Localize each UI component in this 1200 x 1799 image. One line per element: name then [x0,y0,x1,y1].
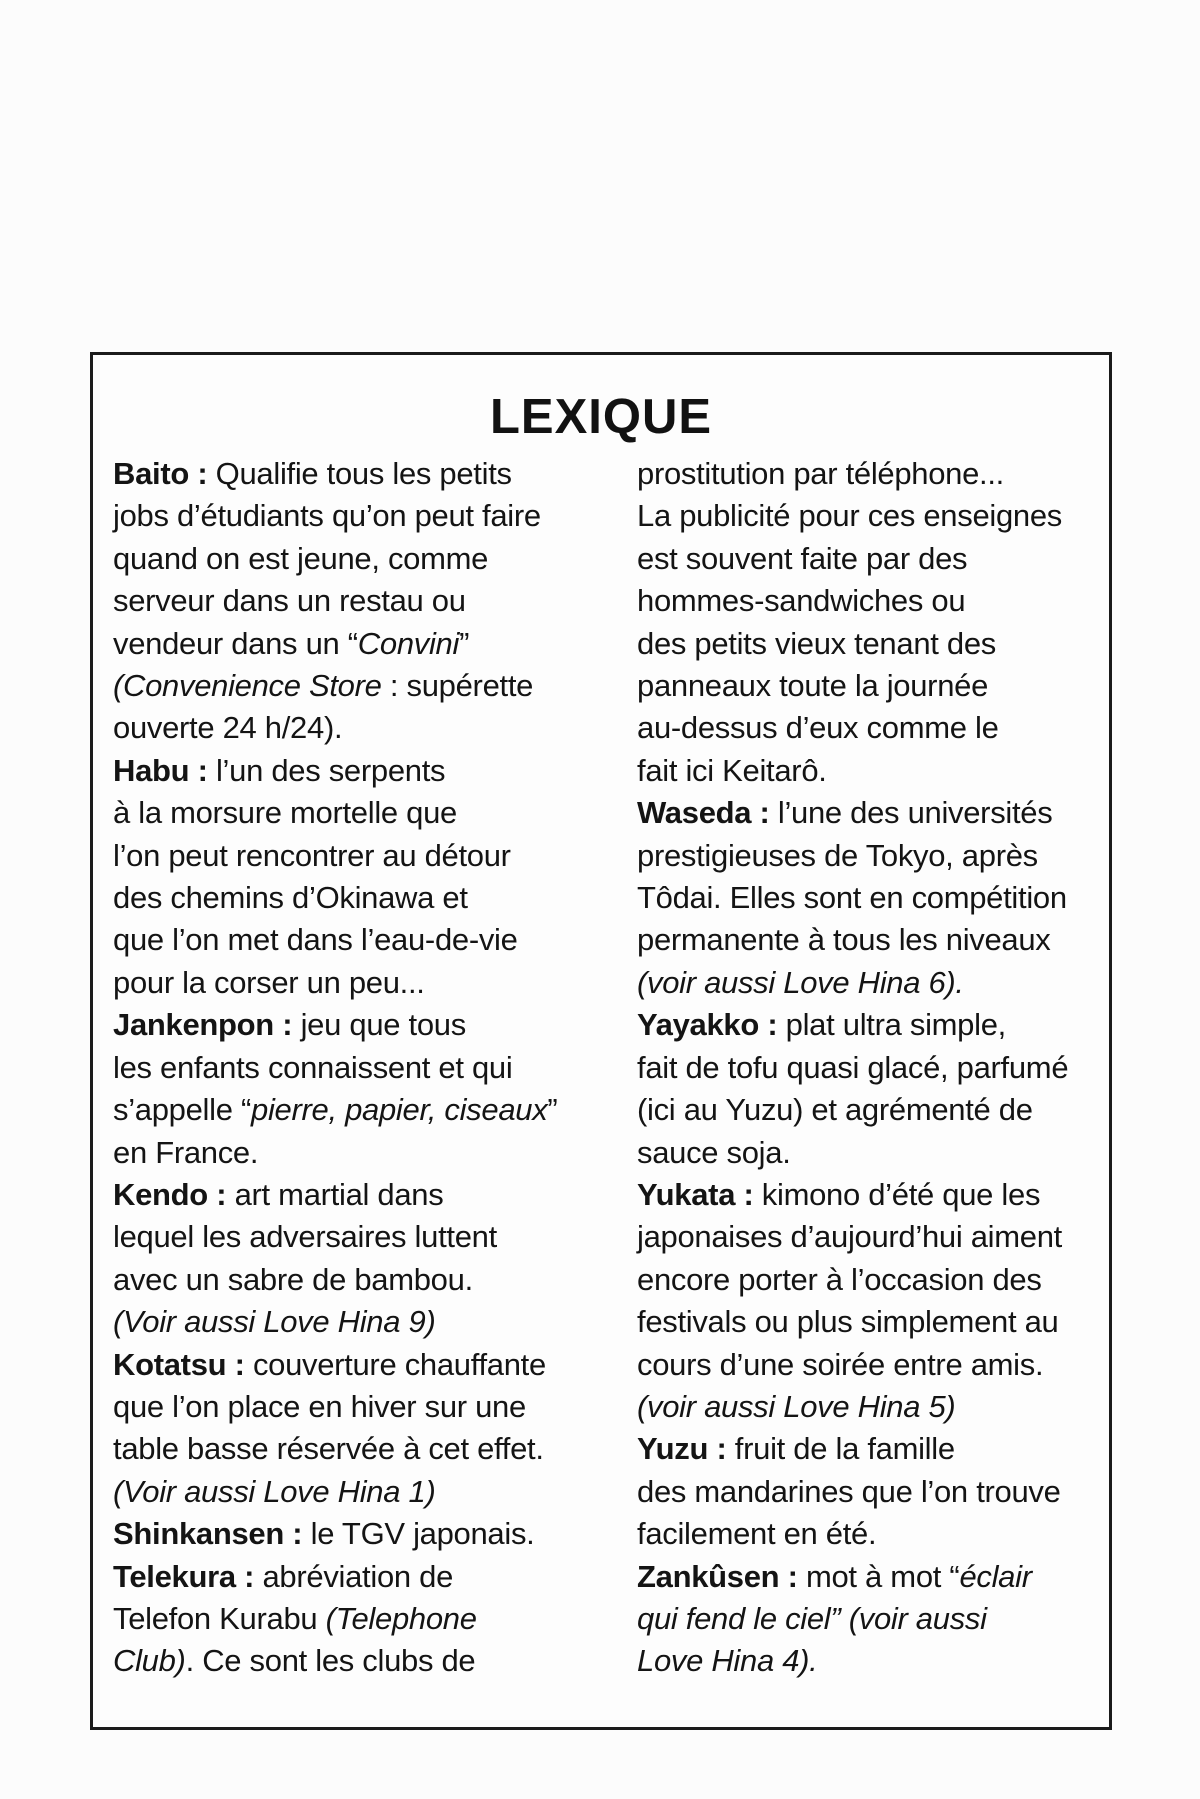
lexicon-text: est souvent faite par des [637,540,968,576]
lexicon-text: que l’on place en hiver sur une [113,1388,526,1424]
lexicon-text: l’une des universités [777,795,1053,831]
lexicon-line [113,962,583,1004]
lexicon-line [637,835,1095,877]
lexicon-text: panneaux toute la journée [637,668,989,704]
lexicon-term: Yukata : [637,1176,762,1212]
lexicon-line [637,1640,1095,1682]
lexicon-line [113,835,583,877]
lexicon-line [113,453,583,495]
lexicon-line [637,919,1095,961]
lexicon-text: prostitution par téléphone... [637,456,1004,491]
lexicon-text: l’un des serpents [215,752,446,788]
lexicon-line [113,1004,583,1046]
lexicon-term: Habu : [113,752,216,788]
lexicon-text: éclair [959,1558,1032,1594]
lexicon-text: lequel les adversaires luttent [113,1219,497,1255]
lexicon-line [637,1513,1095,1555]
lexicon-text: des petits vieux tenant des [637,625,996,661]
lexicon-text: des chemins d’Okinawa et [113,880,468,916]
lexicon-line [113,1598,583,1640]
lexicon-text: cours d’une soirée entre amis. [637,1346,1044,1382]
lexicon-text: (voir aussi Love Hina 5) [637,1388,956,1424]
lexicon-text: couverture chauffante [252,1346,546,1382]
lexicon-term: Kotatsu : [113,1346,253,1382]
lexicon-text: avec un sabre de bambou. [113,1261,473,1297]
lexicon-term: Yuzu : [637,1431,735,1467]
lexicon-text: en France. [113,1134,259,1170]
lexicon-line [637,750,1095,792]
lexicon-line [113,792,583,834]
lexicon-text: Love Hina 4). [637,1643,818,1679]
lexicon-text: Tôdai. Elles sont en compétition [637,880,1067,916]
lexicon-line [113,1428,583,1470]
lexicon-line [637,1174,1095,1216]
lexicon-text: plat ultra simple, [785,1007,1006,1043]
lexicon-text: art martial dans [234,1176,444,1212]
lexicon-text: hommes-sandwiches ou [637,583,966,619]
lexicon-line [637,1259,1095,1301]
lexicon-text: : supérette [381,668,534,704]
lexicon-line [113,623,583,665]
lexicon-text: les enfants connaissent et qui [113,1049,513,1085]
lexicon-line [113,919,583,961]
lexicon-text: fruit de la famille [734,1431,955,1467]
lexicon-term: Zankûsen : [637,1558,806,1594]
lexicon-line [637,1132,1095,1174]
lexicon-text: fait ici Keitarô. [637,752,827,788]
lexicon-text: permanente à tous les niveaux [637,922,1051,958]
lexicon-line [113,1216,583,1258]
lexicon-text: qui fend le ciel” (voir aussi [637,1600,987,1636]
lexicon-text: ouverte 24 h/24). [113,710,343,746]
lexicon-line [637,1047,1095,1089]
lexicon-text: Club) [113,1643,186,1679]
lexicon-line [637,1556,1095,1598]
lexicon-term: Telekura : [113,1558,263,1594]
lexicon-line [637,495,1095,537]
lexicon-line [113,750,583,792]
lexicon-line [113,1471,583,1513]
lexicon-text: (Convenience Store [113,668,382,704]
lexicon-text: vendeur dans un “ [113,625,358,661]
lexicon-line [113,1344,583,1386]
lexicon-line [637,665,1095,707]
lexicon-line [637,707,1095,749]
lexicon-column-left [113,453,583,1683]
lexicon-box [90,352,1112,1730]
lexicon-line [113,1259,583,1301]
lexicon-line [637,1386,1095,1428]
lexicon-line [113,580,583,622]
lexicon-line [637,1216,1095,1258]
lexicon-text: (Telephone [325,1600,477,1636]
lexicon-text: jobs d’étudiants qu’on peut faire [113,498,541,534]
lexicon-term: Shinkansen : [113,1516,311,1552]
lexicon-text: japonaises d’aujourd’hui aiment [637,1219,1062,1255]
lexicon-term: Baito : [113,456,216,491]
lexicon-line [637,1004,1095,1046]
lexicon-text: mot à mot “ [805,1558,960,1594]
lexicon-text: La publicité pour ces enseignes [637,498,1062,534]
lexicon-line [637,1598,1095,1640]
lexicon-line [637,453,1095,495]
lexicon-text: prestigieuses de Tokyo, après [637,837,1038,873]
lexicon-text: l’on peut rencontrer au détour [113,837,511,873]
lexicon-text: (Voir aussi Love Hina 1) [113,1473,436,1509]
lexicon-text: sauce soja. [637,1134,791,1170]
lexicon-line [113,1047,583,1089]
lexicon-line [637,1428,1095,1470]
lexicon-line [637,538,1095,580]
lexicon-text: ” [459,625,470,661]
lexicon-line [113,495,583,537]
lexicon-term: Waseda : [637,795,778,831]
page-title: LEXIQUE [489,390,713,444]
lexicon-text: festivals ou plus simplement au [637,1304,1059,1340]
lexicon-line [113,1132,583,1174]
lexicon-text: s’appelle “ [113,1092,252,1128]
lexicon-text: . Ce sont les clubs de [185,1643,476,1679]
lexicon-text: jeu que tous [300,1007,466,1043]
lexicon-line [113,538,583,580]
lexicon-line [637,1471,1095,1513]
lexicon-text: abréviation de [262,1558,454,1594]
lexicon-text: quand on est jeune, comme [113,540,489,576]
lexicon-line [113,1301,583,1343]
lexicon-line [637,792,1095,834]
lexicon-text: kimono d’été que les [761,1176,1041,1212]
lexicon-text: à la morsure mortelle que [113,795,457,831]
lexicon-line [637,1089,1095,1131]
lexicon-text: serveur dans un restau ou [113,583,466,619]
lexicon-text: pour la corser un peu... [113,964,425,1000]
lexicon-line [113,1556,583,1598]
lexicon-line [113,1089,583,1131]
lexicon-text: Convini [357,625,460,661]
lexicon-text: facilement en été. [637,1516,877,1552]
lexicon-text: fait de tofu quasi glacé, parfumé [637,1049,1069,1085]
lexicon-text: que l’on met dans l’eau-de-vie [113,922,518,958]
lexicon-line [637,1344,1095,1386]
lexicon-text: encore porter à l’occasion des [637,1261,1042,1297]
lexicon-text: le TGV japonais. [310,1516,535,1552]
lexicon-term: Jankenpon : [113,1007,301,1043]
lexicon-line [637,962,1095,1004]
lexicon-line [113,1174,583,1216]
lexicon-line [637,580,1095,622]
lexicon-line [113,1386,583,1428]
lexicon-text: des mandarines que l’on trouve [637,1473,1061,1509]
lexicon-line [113,1513,583,1555]
lexicon-term: Yayakko : [637,1007,786,1043]
lexicon-text: Telefon Kurabu [113,1600,326,1636]
lexicon-text: table basse réservée à cet effet. [113,1431,544,1467]
lexicon-term: Kendo : [113,1176,235,1212]
lexicon-text: (voir aussi Love Hina 6). [637,964,964,1000]
lexicon-line [637,1301,1095,1343]
lexicon-column-right [637,453,1095,1683]
lexicon-text: (Voir aussi Love Hina 9) [113,1304,436,1340]
lexicon-line [113,1640,583,1682]
lexicon-text: Qualifie tous les petits [215,456,512,491]
lexicon-line [113,665,583,707]
lexicon-line [637,877,1095,919]
lexicon-text: pierre, papier, ciseaux [251,1092,548,1128]
lexicon-line [113,877,583,919]
lexicon-text: au-dessus d’eux comme le [637,710,999,746]
lexicon-text: (ici au Yuzu) et agrémenté de [637,1092,1033,1128]
lexicon-line [113,707,583,749]
lexicon-line [637,623,1095,665]
lexicon-text: ” [547,1092,558,1128]
